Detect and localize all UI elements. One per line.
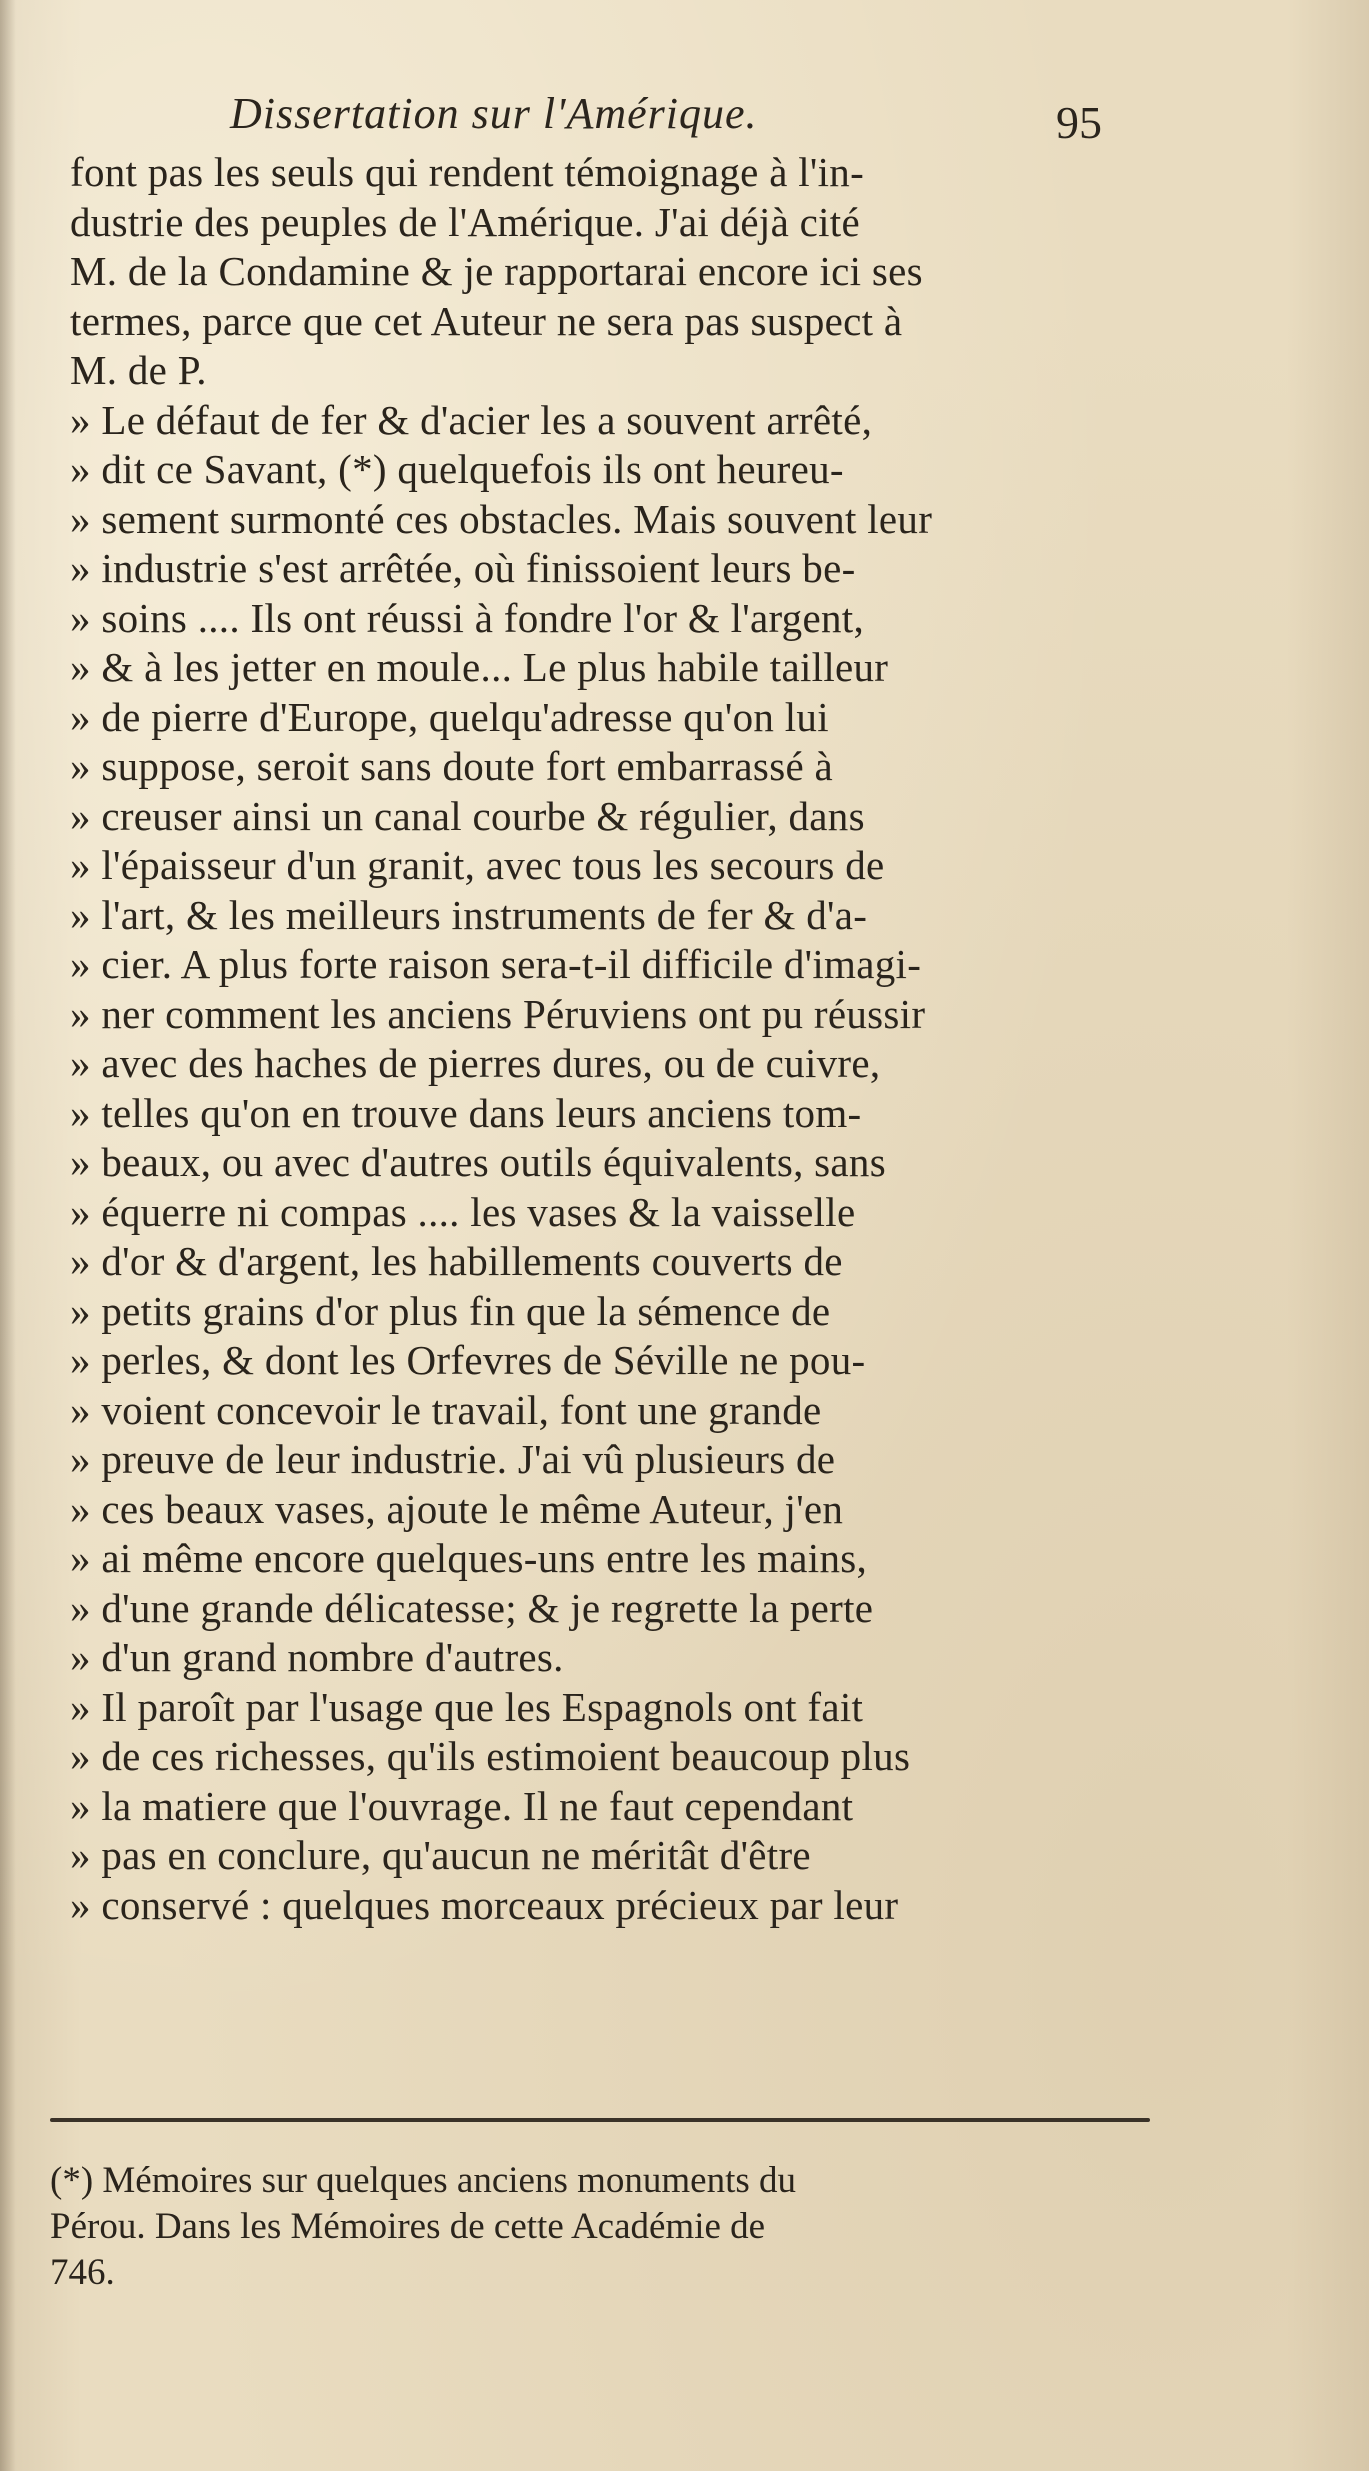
body-text bbox=[70, 148, 1178, 1930]
text-line: » petits grains d'or plus fin que la sémence de bbox=[70, 1287, 831, 1334]
text-line: » pas en conclure, qu'aucun ne méritât d'être bbox=[70, 1832, 811, 1878]
text-line: » cier. A plus forte raison sera-t-il difficile d'imagi- bbox=[70, 941, 922, 987]
footnote-line: Pérou. Dans les Mémoires de cette Académie de bbox=[50, 2206, 766, 2247]
text-line: dustrie des peuples de l'Amérique. J'ai déjà cité bbox=[70, 198, 860, 245]
text-line: font pas les seuls qui rendent témoignage à l'in- bbox=[70, 149, 865, 195]
text-line: » conservé : quelques morceaux précieux par leur bbox=[70, 1881, 899, 1928]
text-line: » la matiere que l'ouvrage. Il ne faut cependant bbox=[70, 1782, 854, 1829]
footnote bbox=[50, 2158, 1160, 2296]
text-line: » creuser ainsi un canal courbe & régulier, dans bbox=[70, 792, 865, 839]
text-line: » d'une grande délicatesse; & je regrette la perte bbox=[70, 1584, 874, 1631]
text-line: termes, parce que cet Auteur ne sera pas suspect à bbox=[70, 297, 903, 344]
text-line: » l'épaisseur d'un granit, avec tous les secours de bbox=[70, 842, 885, 888]
text-line: » suppose, seroit sans doute fort embarrassé à bbox=[70, 743, 833, 789]
text-line: » Il paroît par l'usage que les Espagnols ont fait bbox=[70, 1683, 864, 1730]
text-line: » industrie s'est arrêtée, où finissoient leurs be- bbox=[70, 545, 856, 591]
text-line: » & à les jetter en moule... Le plus habile tailleur bbox=[70, 644, 889, 690]
page-fold-shadow bbox=[0, 0, 16, 2471]
text-line: » perles, & dont les Orfevres de Séville ne pou- bbox=[70, 1337, 866, 1383]
text-line: » sement surmonté ces obstacles. Mais souvent leur bbox=[70, 495, 933, 542]
text-line: » avec des haches de pierres dures, ou de cuivre, bbox=[70, 1040, 881, 1086]
footnote-line: 746. bbox=[50, 2252, 115, 2293]
text-line: » telles qu'on en trouve dans leurs anciens tom- bbox=[70, 1089, 862, 1136]
text-line: M. de la Condamine & je rapportarai encore ici ses bbox=[70, 248, 923, 294]
text-line: » d'or & d'argent, les habillements couverts de bbox=[70, 1238, 843, 1284]
text-line: » ai même encore quelques-uns entre les mains, bbox=[70, 1535, 868, 1581]
running-title: Dissertation sur l'Amérique. bbox=[230, 89, 758, 138]
text-line: » soins .... Ils ont réussi à fondre l'or & l'argent, bbox=[70, 594, 864, 641]
page-number: 95 bbox=[1056, 97, 1102, 148]
footnote-line: (*) Mémoires sur quelques anciens monuments du bbox=[50, 2160, 797, 2201]
text-line: » de ces richesses, qu'ils estimoient beaucoup plus bbox=[70, 1733, 911, 1779]
text-line: » Le défaut de fer & d'acier les a souvent arrêté, bbox=[70, 396, 873, 443]
text-line: » voient concevoir le travail, font une grande bbox=[70, 1386, 822, 1433]
text-line: » équerre ni compas .... les vases & la vaisselle bbox=[70, 1188, 856, 1235]
text-line: » dit ce Savant, (*) quelquefois ils ont heureu- bbox=[70, 446, 844, 492]
text-line: M. de P. bbox=[70, 347, 207, 393]
text-line: » d'un grand nombre d'autres. bbox=[70, 1634, 564, 1680]
text-line: » ner comment les anciens Péruviens ont pu réussir bbox=[70, 990, 926, 1037]
text-line: » l'art, & les meilleurs instruments de fer & d'a- bbox=[70, 891, 868, 938]
text-line: » ces beaux vases, ajoute le même Auteur, j'en bbox=[70, 1485, 844, 1532]
footnote-divider bbox=[50, 2118, 1150, 2122]
text-line: » beaux, ou avec d'autres outils équivalents, sans bbox=[70, 1139, 886, 1185]
text-line: » de pierre d'Europe, quelqu'adresse qu'on lui bbox=[70, 693, 829, 740]
text-line: » preuve de leur industrie. J'ai vû plusieurs de bbox=[70, 1436, 836, 1482]
